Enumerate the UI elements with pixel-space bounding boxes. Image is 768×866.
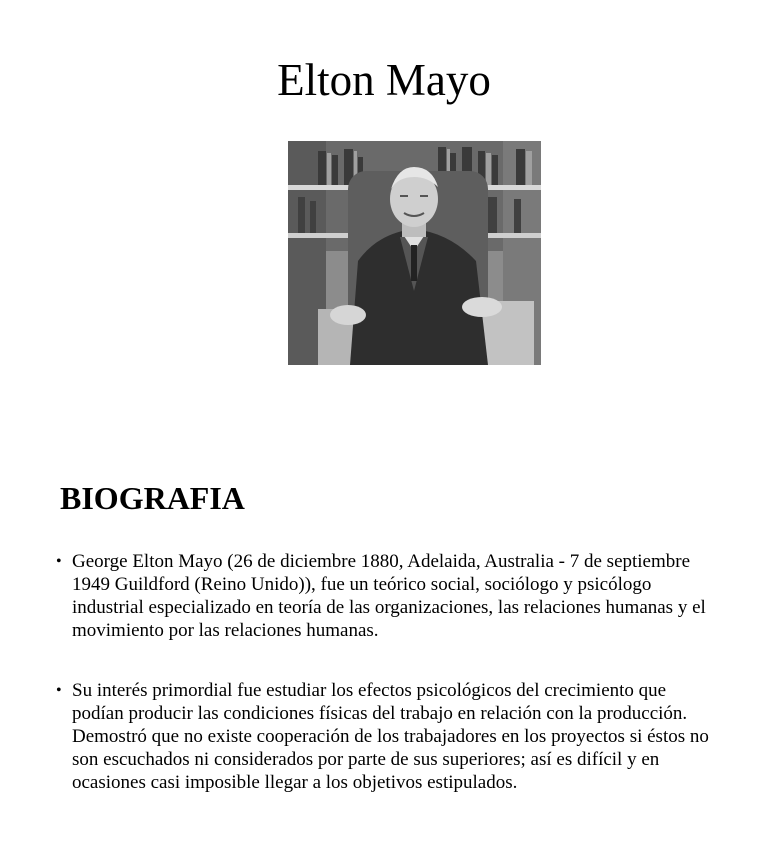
bullet-text: George Elton Mayo (26 de diciembre 1880, Adelaida, Australia - 7 de septiembre 1949 Guildford (Reino Unido)), fue un teórico social, sociólogo y psicólogo industrial especializado en teoría de las organizaciones, las relaciones humanas y el movimiento por las relaciones humanas. [72, 551, 706, 641]
page-title: Elton Mayo [277, 55, 491, 105]
portrait-photo-icon [288, 141, 541, 365]
section-heading: BIOGRAFIA [60, 480, 245, 516]
list-item [56, 550, 716, 642]
portrait-photo [288, 141, 541, 365]
list-item [56, 679, 716, 794]
bullet-list [56, 550, 716, 794]
bullet-text: Su interés primordial fue estudiar los efectos psicológicos del crecimiento que podían producir las condiciones físicas del trabajo en relación con la producción. Demostró que no existe cooperación de los trabajadores en los proyectos si éstos no son escuchados ni considerados por parte de sus superiores; así es difícil y en ocasiones casi imposible llegar a los objetivos estipulados. [72, 680, 709, 793]
bullet-icon: • [56, 553, 62, 570]
bullet-icon: • [56, 682, 62, 699]
